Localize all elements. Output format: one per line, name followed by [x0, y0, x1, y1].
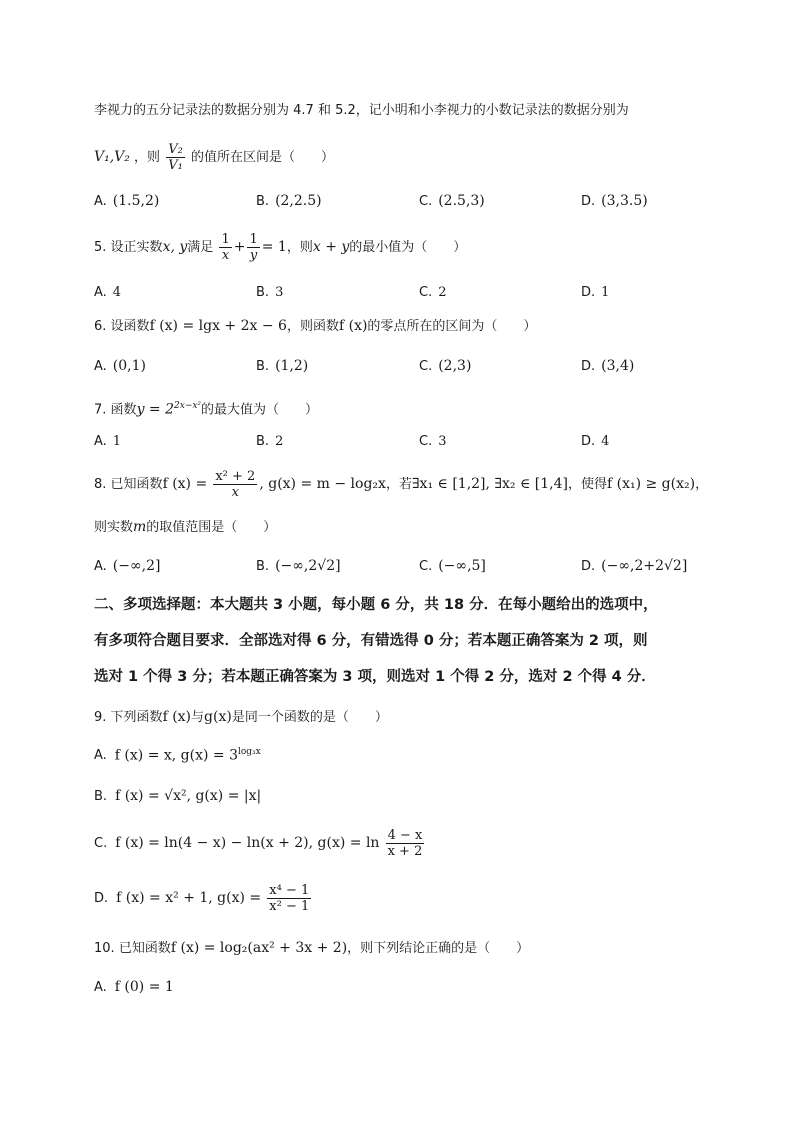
option-value: (2,3) — [438, 358, 472, 374]
q5-option-c[interactable] — [419, 283, 447, 303]
q5-text-pre: 设正实数 — [110, 240, 163, 255]
option-value: f (x) = ln(4 − x) − ln(x + 2), g(x) = ln — [115, 835, 380, 851]
section2-text: 有多项符合题目要求．全部选对得 6 分，有错选得 0 分；若本题正确答案为 2 项，则 — [94, 633, 648, 649]
option-value: (1.5,2) — [112, 193, 160, 209]
option-label: C. — [419, 285, 433, 300]
q9-option-a[interactable] — [94, 747, 261, 763]
v2-over-v1-fraction — [166, 142, 185, 173]
option-value: (3,3.5) — [601, 193, 648, 209]
fraction-denominator: V₁ — [168, 158, 183, 173]
q9-a-exponent: log₃x — [238, 747, 261, 757]
option-value: (−∞,2] — [112, 558, 161, 574]
q10-stem — [94, 938, 529, 959]
q7-option-b[interactable] — [256, 432, 283, 452]
q6-option-d[interactable] — [581, 356, 634, 377]
fraction-numerator: 1 — [249, 232, 258, 247]
q8-inequality: f (x₁) ≥ g(x₂) — [606, 476, 696, 492]
q4-option-a[interactable] — [94, 191, 159, 212]
option-value: 2 — [438, 285, 447, 300]
question-number: 7. — [94, 402, 107, 418]
option-label: C. — [419, 559, 433, 574]
fraction-denominator: x + 2 — [387, 844, 423, 859]
fraction-denominator: x — [221, 248, 230, 263]
option-label: D. — [581, 359, 596, 374]
q5-text-post: 的最小值为（ ） — [349, 240, 467, 255]
q10-text-post: ，则下列结论正确的是（ ） — [347, 941, 530, 956]
option-label: A. — [94, 194, 107, 209]
q7-text-post: 的最大值为（ ） — [201, 402, 319, 418]
q5-text-mid: 满足 — [187, 240, 214, 255]
option-value: (1,2) — [275, 358, 309, 374]
option-label: B. — [256, 359, 270, 374]
option-label: D. — [94, 891, 109, 906]
fraction-numerator: V₂ — [168, 142, 183, 157]
q5-option-b[interactable] — [256, 283, 283, 303]
fraction-numerator: 4 − x — [387, 828, 423, 843]
q10-option-a[interactable] — [94, 979, 174, 995]
q8-line2-post: 的取值范围是（ ） — [146, 520, 277, 535]
option-label: A. — [94, 285, 107, 300]
option-label: D. — [581, 559, 596, 574]
option-label: A. — [94, 559, 107, 574]
q9-option-c[interactable] — [94, 828, 426, 859]
q9-g: g(x) — [204, 709, 232, 725]
q7-option-d[interactable] — [581, 432, 609, 452]
option-label: B. — [256, 194, 270, 209]
q4-stem-line1 — [94, 101, 629, 121]
q8-f-prefix: f (x) = — [162, 476, 208, 492]
equals-one: = 1 — [261, 239, 287, 255]
q8-option-c[interactable] — [419, 556, 486, 577]
q7-base: y = 2 — [136, 401, 175, 418]
q8-text-end: ， — [695, 477, 709, 492]
option-value: 1 — [112, 434, 122, 449]
fraction-denominator: x — [231, 485, 239, 500]
option-value: 2 — [275, 434, 284, 449]
option-label: B. — [256, 285, 270, 300]
question-number: 8. — [94, 477, 107, 492]
option-label: A. — [94, 748, 107, 764]
q5-vars: x, y — [162, 239, 188, 255]
q7-option-c[interactable] — [419, 432, 447, 452]
q6-text-post: 的零点所在的区间为（ ） — [367, 319, 537, 334]
option-value: (2,2.5) — [275, 193, 322, 209]
q7-option-a[interactable] — [94, 432, 121, 452]
option-value: 3 — [438, 434, 447, 449]
q8-option-d[interactable] — [581, 556, 687, 577]
q6-option-a[interactable] — [94, 356, 146, 377]
option-value: f (x) = √x², g(x) = |x| — [115, 788, 262, 804]
q8-option-a[interactable] — [94, 556, 160, 577]
option-value: f (x) = x, g(x) = 3 — [114, 747, 238, 764]
question-number: 5. — [94, 240, 107, 255]
q6-function: f (x) = lgx + 2x − 6 — [149, 318, 287, 334]
q4-stem-question: 的值所在区间是（ ） — [190, 150, 334, 165]
q9-option-b[interactable] — [94, 788, 261, 804]
option-label: C. — [419, 194, 433, 209]
q8-condition: ∃x₁ ∈ [1,2], ∃x₂ ∈ [1,4] — [411, 476, 568, 492]
v1v2-vars: V₁,V₂ — [94, 149, 130, 165]
section2-instructions-line3 — [94, 667, 656, 687]
option-value: (−∞,5] — [438, 558, 486, 574]
option-value: (2.5,3) — [438, 193, 485, 209]
plus-sign: + — [233, 239, 246, 255]
fraction-denominator: y — [249, 248, 258, 263]
q9-text-post: 是同一个函数的是（ ） — [231, 710, 388, 725]
q8-stem-line2 — [94, 517, 276, 538]
option-label: A. — [94, 359, 107, 374]
q9-option-d[interactable] — [94, 883, 313, 914]
q6-function-ref: f (x) — [338, 318, 368, 334]
question-number: 9. — [94, 710, 107, 725]
option-value: (0,1) — [112, 358, 146, 374]
q4-option-c[interactable] — [419, 191, 485, 212]
one-over-y-fraction — [247, 232, 259, 263]
q5-stem — [94, 232, 466, 263]
option-value: f (x) = x² + 1, g(x) = — [116, 890, 262, 906]
option-value: (−∞,2√2] — [275, 558, 341, 574]
option-value: 1 — [601, 285, 610, 300]
q8-option-b[interactable] — [256, 556, 341, 577]
option-label: D. — [581, 194, 596, 209]
q9-d-fraction — [267, 883, 311, 914]
q4-option-b[interactable] — [256, 191, 322, 212]
q6-stem — [94, 316, 536, 337]
option-label: D. — [581, 285, 596, 300]
option-value: (3,4) — [601, 358, 635, 374]
q8-var-m: m — [133, 519, 147, 535]
option-value: 3 — [275, 285, 284, 300]
option-label: A. — [94, 980, 107, 995]
q4-stem-then: ，则 — [134, 150, 161, 165]
fraction-numerator: x² + 2 — [215, 469, 256, 484]
fraction-numerator: 1 — [221, 232, 230, 247]
q9-text-mid: 与 — [191, 710, 205, 725]
q5-option-d[interactable] — [581, 283, 609, 303]
q8-text-pre: 已知函数 — [110, 477, 163, 492]
one-over-x-fraction — [219, 232, 231, 263]
q8-f-fraction — [213, 469, 257, 500]
q7-exponent: 2x−x² — [174, 401, 202, 411]
q8-stem-line1 — [94, 469, 708, 500]
q4-stem-text: 李视力的五分记录法的数据分别为 4.7 和 5.2，记小明和小李视力的小数记录法的数据分别为 — [94, 103, 629, 118]
q6-text-mid: ，则函数 — [286, 319, 339, 334]
option-label: A. — [94, 434, 107, 449]
option-label: D. — [581, 434, 596, 449]
section2-text: 二、多项选择题：本大题共 3 小题，每小题 6 分，共 18 分．在每小题给出的选项中， — [94, 597, 658, 613]
fraction-numerator: x⁴ − 1 — [269, 883, 310, 898]
q8-text-mid2: ，使得 — [567, 477, 607, 492]
option-value: 4 — [112, 285, 122, 300]
option-value: (−∞,2+2√2] — [601, 558, 688, 574]
q9-text-pre: 下列函数 — [110, 710, 163, 725]
option-label: C. — [419, 434, 433, 449]
question-number: 6. — [94, 319, 107, 334]
section2-text: 选对 1 个得 3 分；若本题正确答案为 3 项，则选对 1 个得 2 分，选对 2 个得 4 分． — [94, 669, 656, 685]
q8-g-function: , g(x) = m − log₂x — [259, 476, 386, 492]
section2-instructions-line2 — [94, 631, 648, 651]
q9-f: f (x) — [162, 709, 192, 725]
q8-line2-pre: 则实数 — [94, 520, 134, 535]
q5-option-a[interactable] — [94, 283, 121, 303]
q7-text-pre: 函数 — [110, 402, 137, 418]
option-label: B. — [94, 789, 108, 804]
q4-option-d[interactable] — [581, 191, 648, 212]
option-label: C. — [419, 359, 433, 374]
q6-option-b[interactable] — [256, 356, 308, 377]
option-label: B. — [256, 559, 270, 574]
section2-instructions-line1 — [94, 595, 658, 615]
q6-option-c[interactable] — [419, 356, 471, 377]
option-label: C. — [94, 836, 108, 851]
q5-text-then: ，则 — [286, 240, 313, 255]
q6-text-pre: 设函数 — [110, 319, 150, 334]
q10-function: f (x) = log₂(ax² + 3x + 2) — [170, 940, 348, 956]
q7-stem — [94, 396, 318, 420]
option-label: B. — [256, 434, 270, 449]
q10-text-pre: 已知函数 — [118, 941, 171, 956]
q5-expression: x + y — [312, 239, 350, 255]
option-value: f (0) = 1 — [114, 979, 174, 995]
fraction-denominator: x² − 1 — [269, 899, 310, 914]
option-value: 4 — [601, 434, 610, 449]
q9-stem — [94, 707, 388, 728]
question-number: 10. — [94, 941, 115, 956]
q9-c-fraction — [386, 828, 425, 859]
q8-text-mid: ，若 — [385, 477, 412, 492]
q4-stem-line2 — [94, 142, 334, 173]
